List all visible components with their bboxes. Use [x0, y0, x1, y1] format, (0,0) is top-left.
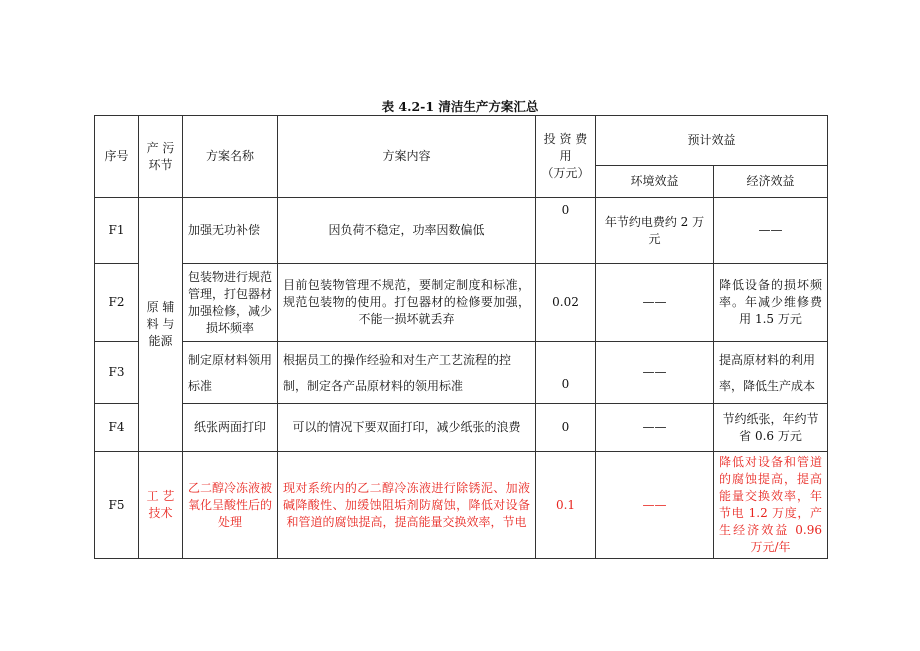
row-env-benefit: ——: [596, 452, 714, 559]
row-econ-benefit: 提高原材料的利用率，降低生产成本: [714, 342, 828, 404]
row-content: 目前包装物管理不规范，要制定制度和标准，规范包装物的使用。打包器材的检修要加强，不能一损坏就丢弃: [278, 264, 536, 342]
group-materials-line2: 料 与: [146, 317, 175, 331]
row-investment: 0.02: [536, 264, 596, 342]
group-process-line1: 工 艺: [146, 489, 175, 503]
table-row: [95, 198, 828, 264]
row-id: F5: [95, 452, 139, 559]
row-env-benefit: 年节约电费约 2 万元: [596, 198, 714, 264]
row-content: 现对系统内的乙二醇冷冻液进行除锈泥、加液碱降酸性、加缓蚀阻垢剂防腐蚀，降低对设备和管道的腐蚀提高，提高能量交换效率，节电: [278, 452, 536, 559]
row-env-benefit: ——: [596, 404, 714, 452]
header-benefit: 预计效益: [596, 116, 828, 166]
table-header-row: [95, 116, 828, 166]
row-content: 可以的情况下要双面打印，减少纸张的浪费: [278, 404, 536, 452]
header-env-benefit: 环境效益: [596, 166, 714, 198]
table-row: [95, 404, 828, 452]
row-econ-benefit: ——: [714, 198, 828, 264]
row-id: F4: [95, 404, 139, 452]
group-materials-line1: 原 辅: [146, 300, 175, 314]
header-investment: [536, 116, 596, 198]
row-econ-benefit: 降低对设备和管道的腐蚀提高，提高能量交换效率，年节电 1.2 万度，产生经济效益 0.96 万元/年: [714, 452, 828, 559]
row-name: 加强无功补偿: [183, 198, 278, 264]
header-econ-benefit: 经济效益: [714, 166, 828, 198]
header-name: 方案名称: [183, 116, 278, 198]
header-investment-line2: （万元）: [541, 166, 590, 180]
row-investment: 0: [536, 404, 596, 452]
clean-production-summary-table: [94, 115, 828, 559]
header-stage-line2: 环节: [148, 157, 173, 172]
row-content: 根据员工的操作经验和对生产工艺流程的控制，制定各产品原材料的领用标准: [278, 342, 536, 404]
row-env-benefit: ——: [596, 342, 714, 404]
header-stage-line1: 产 污: [146, 140, 175, 155]
row-id: F1: [95, 198, 139, 264]
header-content: 方案内容: [278, 116, 536, 198]
group-process-tech: [139, 452, 183, 559]
row-econ-benefit: 降低设备的损坏频率。年减少维修费用 1.5 万元: [714, 264, 828, 342]
header-seq: 序号: [95, 116, 139, 198]
row-econ-benefit: 节约纸张，年约节省 0.6 万元: [714, 404, 828, 452]
row-id: F2: [95, 264, 139, 342]
table-title: 表 4.2-1 清洁生产方案汇总: [381, 99, 539, 114]
table-row: [95, 452, 828, 559]
row-id: F3: [95, 342, 139, 404]
group-process-line2: 技术: [148, 506, 173, 520]
group-materials-energy: [139, 198, 183, 452]
row-name: 乙二醇冷冻液被氧化呈酸性后的处理: [183, 452, 278, 559]
table-row: [95, 342, 828, 404]
row-investment: 0.1: [536, 452, 596, 559]
group-materials-line3: 能源: [148, 334, 173, 348]
row-env-benefit: ——: [596, 264, 714, 342]
row-investment: 0: [536, 342, 596, 404]
row-name: 纸张两面打印: [183, 404, 278, 452]
header-investment-line1: 投 资 费 用: [543, 132, 588, 163]
header-stage: [139, 116, 183, 198]
row-name: 制定原材料领用标准: [183, 342, 278, 404]
table-row: [95, 264, 828, 342]
row-investment: 0: [536, 198, 596, 264]
row-content: 因负荷不稳定，功率因数偏低: [278, 198, 536, 264]
row-name: 包装物进行规范管理，打包器材加强检修，减少损坏频率: [183, 264, 278, 342]
